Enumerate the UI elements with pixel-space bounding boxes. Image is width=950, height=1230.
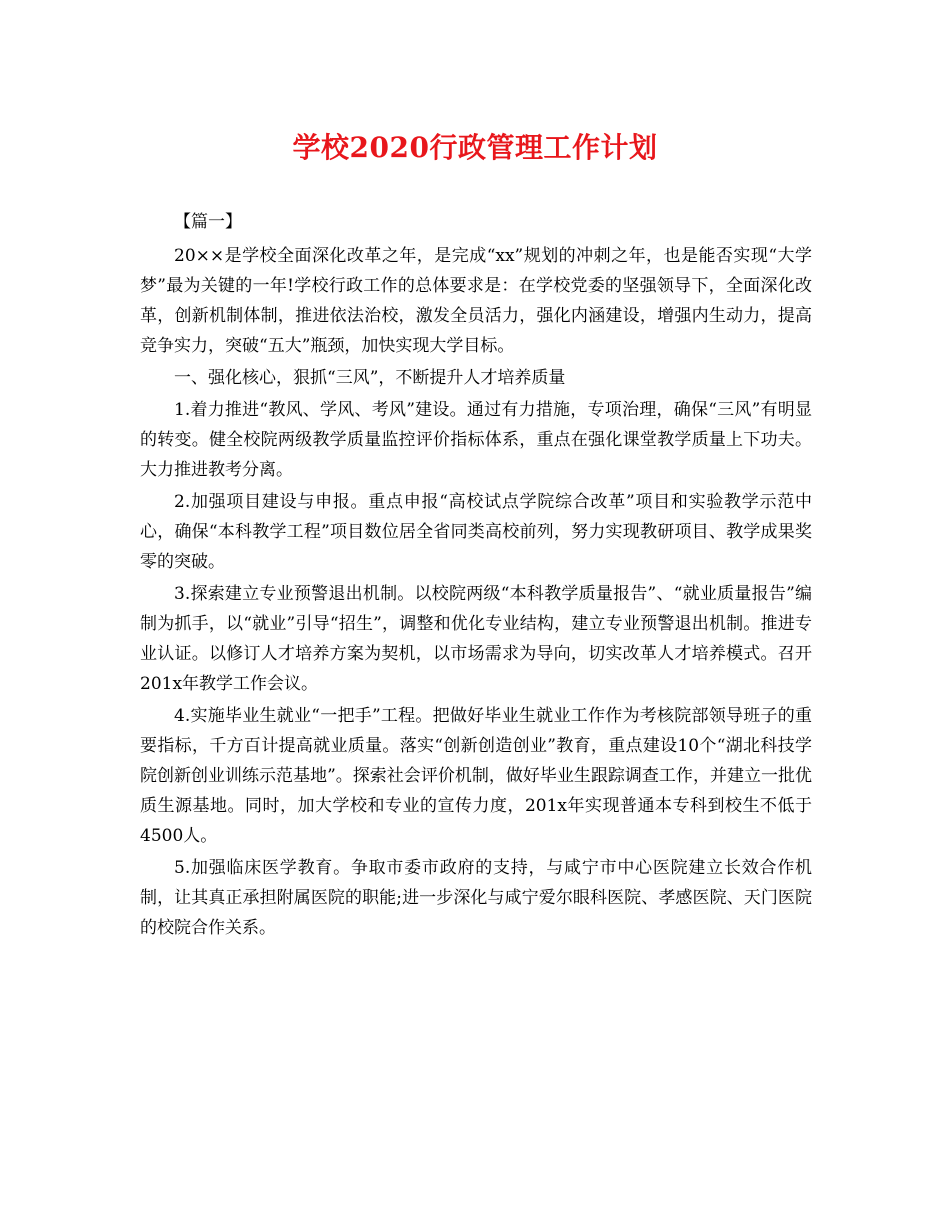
section-label: 【篇一】 (174, 212, 242, 232)
document-body (140, 241, 812, 945)
item-paragraph-1: 1.着力推进“教风、学风、考风”建设。通过有力措施，专项治理，确保“三风”有明显的转变。健全校院两级教学质量监控评价指标体系，重点在强化课堂教学质量上下功夫。大力推进教考分离。 (140, 400, 812, 480)
item-paragraph-3: 3.探索建立专业预警退出机制。以校院两级“本科教学质量报告”、“就业质量报告”编制为抓手，以“就业”引导“招生”，调整和优化专业结构，建立专业预警退出机制。推进专业认证。以修订人才培养方案为契机，以市场需求为导向，切实改革人才培养模式。召开201x年教学工作会议。 (140, 584, 812, 694)
item-paragraph-5: 5.加强临床医学教育。争取市委市政府的支持，与咸宁市中心医院建立长效合作机制，让其真正承担附属医院的职能;进一步深化与咸宁爱尔眼科医院、孝感医院、天门医院的校院合作关系。 (140, 858, 812, 938)
intro-paragraph: 20××是学校全面深化改革之年，是完成“xx”规划的冲刺之年，也是能否实现“大学梦”最为关键的一年!学校行政工作的总体要求是：在学校党委的坚强领导下，全面深化改革，创新机制体制，推进依法治校，激发全员活力，强化内涵建设，增强内生动力，提高竞争实力，突破“五大”瓶颈，加快实现大学目标。 (140, 246, 812, 356)
item-paragraph-4: 4.实施毕业生就业“一把手”工程。把做好毕业生就业工作作为考核院部领导班子的重要指标，千方百计提高就业质量。落实“创新创造创业”教育，重点建设10个“湖北科技学院创新创业训练示范基地”。探索社会评价机制，做好毕业生跟踪调查工作，并建立一批优质生源基地。同时，加大学校和专业的宣传力度，201x年实现普通本专科到校生不低于4500人。 (140, 706, 812, 846)
item-paragraph-2: 2.加强项目建设与申报。重点申报“高校试点学院综合改革”项目和实验教学示范中心，确保“本科教学工程”项目数位居全省同类高校前列，努力实现教研项目、教学成果奖零的突破。 (140, 492, 812, 572)
document-title: 学校2020行政管理工作计划 (292, 131, 658, 164)
section-heading: 一、强化核心，狠抓“三风”，不断提升人才培养质量 (174, 368, 566, 388)
